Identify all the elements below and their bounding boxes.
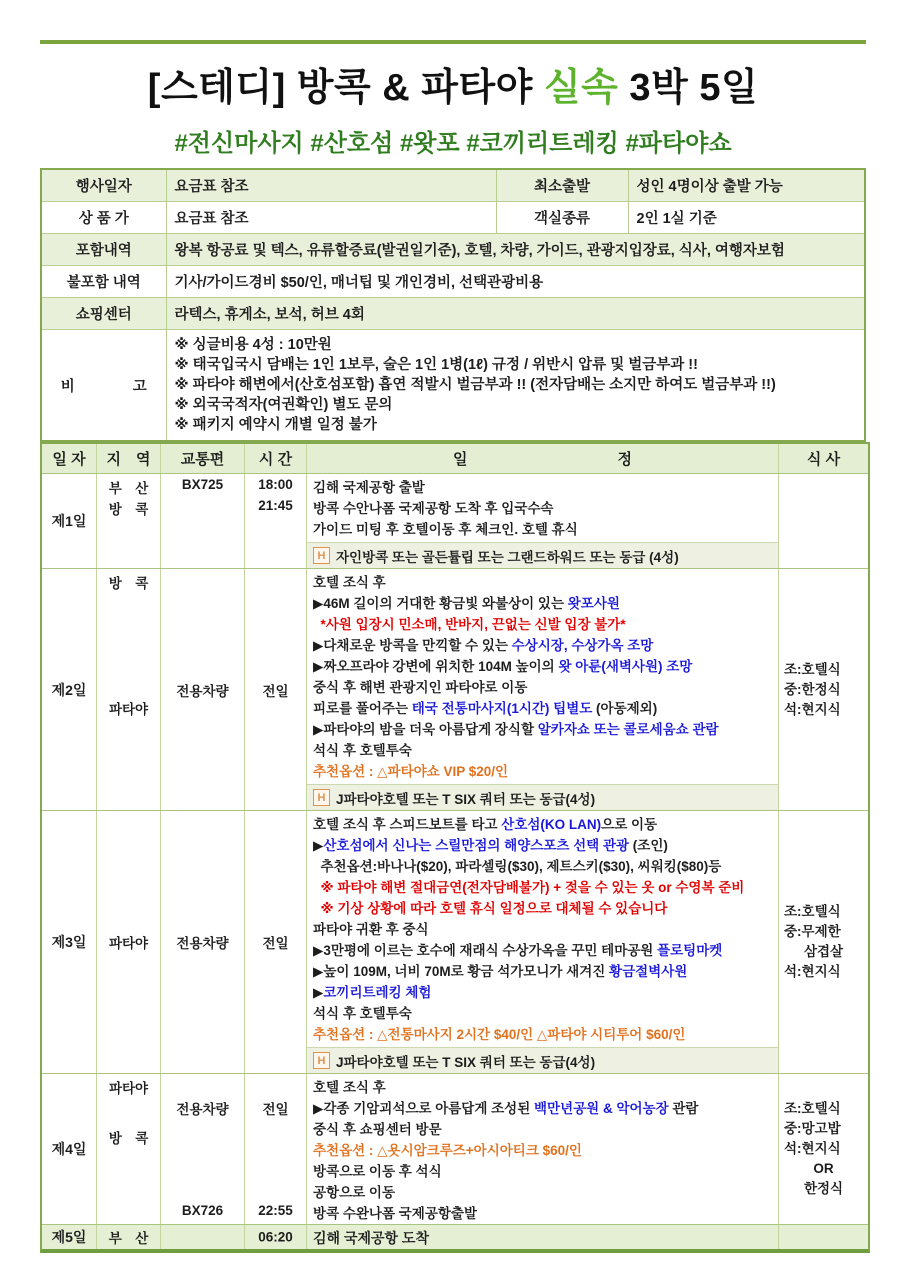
schedule-cell — [306, 1225, 778, 1249]
schedule-text: 호텔 조식 후 — [313, 1080, 386, 1095]
schedule-line — [307, 677, 778, 698]
hotel-name: 자인방콕 또는 골든튤립 또는 그랜드하워드 또는 동급 (4성) — [336, 549, 679, 565]
day-label-cell — [42, 811, 96, 1073]
time-cell — [244, 474, 306, 568]
schedule-text: 백만년공원 & 악어농장 — [534, 1101, 669, 1116]
schedule-cell — [306, 569, 778, 810]
time-label: 전일 — [262, 1102, 289, 1117]
schedule-text: ※ 파타야 해변 절대금연(전자담배불가) + 젖을 수 있는 옷 or 수영복 준비 — [313, 880, 745, 895]
schedule-text: ▶46M 길이의 거대한 황금빛 와불상이 있는 — [313, 596, 568, 611]
schedule-text: ▶각종 기암괴석으로 아름답게 조성된 — [313, 1101, 534, 1116]
header-schedule — [306, 444, 778, 473]
header-schedule-label: 일 — [453, 451, 468, 468]
schedule-text: 중식 후 쇼핑센터 방문 — [313, 1122, 442, 1137]
meal-cell — [778, 569, 868, 810]
schedule-text: 으로 이동 — [601, 817, 658, 832]
schedule-line — [307, 761, 778, 782]
time-cell — [244, 569, 306, 810]
day-label-cell — [42, 1225, 96, 1249]
hotel-icon: H — [313, 547, 330, 564]
header-time-label: 시 간 — [258, 451, 293, 468]
info-value-cell: 2인 1실 기준 — [628, 202, 865, 234]
time-label: 전일 — [262, 936, 289, 951]
remark-line: ※ 외국국적자(여권확인) 별도 문의 — [174, 397, 393, 413]
time-label: 21:45 — [258, 498, 293, 513]
day-label-cell — [42, 1074, 96, 1224]
transport-label: 전용차량 — [176, 683, 229, 699]
day-row — [42, 1224, 868, 1249]
time-cell — [244, 1074, 306, 1224]
schedule-line — [307, 519, 778, 540]
info-value-cell: 라텍스, 휴게소, 보석, 허브 4회 — [166, 298, 865, 330]
info-label-cell: 비 고 — [41, 330, 166, 442]
schedule-cell — [306, 474, 778, 568]
day-row — [42, 1073, 868, 1224]
meal-line: 중:한정식 — [784, 681, 841, 697]
region-label: 방 콕 — [108, 502, 149, 517]
schedule-text: 왓포사원 — [567, 596, 620, 611]
schedule-line — [307, 698, 778, 719]
schedule-line — [307, 635, 778, 656]
schedule-text: ▶다채로운 방콕을 만끽할 수 있는 — [313, 638, 512, 653]
info-row — [41, 298, 865, 330]
hotel-row — [307, 542, 778, 568]
day-label-cell — [42, 569, 96, 810]
schedule-text: 추천옵션 : △전통마사지 2시간 $40/인 △파타야 시티투어 $60/인 — [313, 1027, 686, 1042]
transport-cell — [160, 569, 244, 810]
schedule-line — [307, 719, 778, 740]
schedule-line — [307, 1203, 778, 1224]
info-label-cell: 쇼핑센터 — [41, 298, 166, 330]
meal-line: 한정식 — [803, 1181, 844, 1196]
remark-line: ※ 싱글비용 4성 : 10만원 — [174, 337, 332, 353]
schedule-line — [307, 498, 778, 519]
schedule-text: 방콕으로 이동 후 석식 — [313, 1164, 442, 1179]
hotel-name: J파타야호텔 또는 T SIX 쿼터 또는 동급(4성) — [336, 791, 596, 807]
region-label: 부 산 — [108, 1231, 149, 1246]
meal-line: 석:현지식 — [784, 701, 841, 717]
schedule-text: ▶ — [313, 985, 324, 1000]
region-label: 방 콕 — [108, 576, 149, 591]
schedule-text: 왓 아룬(새벽사원) 조망 — [558, 659, 693, 674]
region-label: 파타야 — [108, 936, 149, 951]
schedule-text: 중식 후 해변 관광지인 파타야로 이동 — [313, 680, 528, 695]
header-meal-label: 식 사 — [806, 451, 841, 468]
schedule-text: 산호섬(KO LAN) — [501, 817, 602, 832]
meal-cell — [778, 811, 868, 1073]
info-label-cell: 객실종류 — [496, 202, 628, 234]
region-label: 파타야 — [108, 1081, 149, 1096]
header-meal — [778, 444, 868, 473]
schedule-text: (아동제외) — [592, 701, 658, 716]
info-value-cell: 기사/가이드경비 $50/인, 매너팁 및 개인경비, 선택관광비용 — [166, 266, 865, 298]
schedule-text: 공항으로 이동 — [313, 1185, 395, 1200]
meal-line: 조:호텔식 — [784, 904, 841, 919]
title-block — [40, 40, 866, 168]
remarks-list — [175, 335, 857, 435]
schedule-text: 황금절벽사원 — [609, 964, 688, 979]
meal-line: 중:망고밥 — [784, 1121, 841, 1136]
schedule-text: 코끼리트레킹 체험 — [323, 985, 432, 1000]
schedule-text: 태국 전통마사지(1시간) 팁별도 — [411, 701, 593, 716]
schedule-text: 산호섬에서 신나는 스릴만점의 해양스포츠 선택 관광 — [323, 838, 630, 853]
header-schedule-label: 정 — [617, 451, 632, 468]
schedule-cell — [306, 1074, 778, 1224]
schedule-text: 김해 국제공항 출발 — [313, 480, 425, 495]
day-label: 제5일 — [51, 1229, 87, 1245]
hotel-row — [307, 784, 778, 810]
info-value-cell: 왕복 항공료 및 텍스, 유류할증료(발권일기준), 호텔, 차량, 가이드, 관광지입장료, 식사, 여행자보험 — [166, 234, 865, 266]
info-row — [41, 330, 865, 442]
schedule-line — [307, 1077, 778, 1098]
schedule-text: ※ 기상 상황에 따라 호텔 휴식 일정으로 대체될 수 있습니다 — [313, 901, 668, 916]
page-title — [40, 56, 866, 111]
time-label: 18:00 — [258, 477, 293, 492]
meal-cell — [778, 1074, 868, 1224]
schedule-text: ▶높이 109M, 너비 70M로 황금 석가모니가 새겨진 — [313, 964, 610, 979]
schedule-line — [307, 572, 778, 593]
day-row — [42, 810, 868, 1073]
region-cell — [96, 474, 160, 568]
time-label: 06:20 — [258, 1229, 293, 1245]
schedule-text: ▶ — [313, 838, 324, 853]
header-day — [42, 444, 96, 473]
time-label: 22:55 — [258, 1203, 293, 1218]
transport-label: 전용차량 — [176, 936, 229, 951]
schedule-text: 석식 후 호텔투숙 — [313, 743, 412, 758]
info-value-cell: 요금표 참조 — [166, 202, 496, 234]
transport-label: 전용차량 — [176, 1102, 229, 1117]
schedule-line — [307, 614, 778, 635]
info-value-cell: 요금표 참조 — [166, 169, 496, 202]
schedule-text: ▶짜오프라야 강변에 위치한 104M 높이의 — [313, 659, 559, 674]
transport-cell — [160, 1074, 244, 1224]
schedule-text: 파타야 귀환 후 중식 — [313, 922, 429, 937]
schedule-line — [307, 940, 778, 961]
schedule-text: 추천옵션:바나나($20), 파라셀링($30), 제트스키($30), 씨워킹($80)등 — [313, 859, 722, 874]
schedule-line — [307, 656, 778, 677]
schedule-text: 김해 국제공항 도착 — [313, 1230, 429, 1246]
info-row — [41, 266, 865, 298]
remark-line: ※ 태국입국시 담배는 1인 1보루, 술은 1인 1병(1ℓ) 규정 / 위반시 압류 및 벌금부과 !! — [174, 357, 698, 373]
schedule-text: 플로팅마켓 — [657, 943, 723, 958]
schedule-line — [307, 814, 778, 835]
transport-cell — [160, 811, 244, 1073]
schedule-line — [307, 877, 778, 898]
schedule-line — [307, 477, 778, 498]
meal-line: OR — [813, 1161, 834, 1176]
transport-label: BX726 — [181, 1203, 224, 1218]
meal-line: 석:현지식 — [784, 964, 841, 979]
schedule-text: ▶3만평에 이르는 호수에 재래식 수상가옥을 꾸민 테마공원 — [313, 943, 658, 958]
day-label: 제3일 — [51, 934, 87, 950]
schedule-text: 호텔 조식 후 — [313, 575, 386, 590]
schedule-text: 방콕 수안나폼 국제공항 도착 후 입국수속 — [313, 501, 554, 516]
schedule-line — [307, 898, 778, 919]
hashtags-line: #전신마사지 #산호섬 #왓포 #코끼리트레킹 #파타야쇼 — [174, 130, 732, 157]
header-transport — [160, 444, 244, 473]
info-value-cell: 성인 4명이상 출발 가능 — [628, 169, 865, 202]
info-label-cell: 불포함 내역 — [41, 266, 166, 298]
meal-cell — [778, 474, 868, 568]
meal-line: 삼겹살 — [803, 944, 844, 959]
time-cell — [244, 811, 306, 1073]
schedule-line — [307, 1182, 778, 1203]
info-label-cell: 최소출발 — [496, 169, 628, 202]
day-row — [42, 568, 868, 810]
region-cell — [96, 811, 160, 1073]
schedule-text: 호텔 조식 후 스피드보트를 타고 — [313, 817, 502, 832]
schedule-cell — [306, 811, 778, 1073]
day-label-cell — [42, 474, 96, 568]
transport-label: BX725 — [181, 477, 224, 492]
meal-cell — [778, 1225, 868, 1249]
title-part1: [스테디] 방콕 & 파타야 — [147, 67, 544, 109]
info-row — [41, 169, 865, 202]
schedule-line — [307, 835, 778, 856]
day-label: 제2일 — [51, 681, 87, 698]
title-part2: 3박 5일 — [618, 67, 759, 109]
schedule-line — [307, 919, 778, 940]
region-label: 파타야 — [108, 702, 149, 717]
transport-cell — [160, 474, 244, 568]
schedule-line — [307, 982, 778, 1003]
schedule-line — [307, 740, 778, 761]
region-cell — [96, 569, 160, 810]
schedule-line — [307, 593, 778, 614]
schedule-line — [307, 1098, 778, 1119]
info-row — [41, 234, 865, 266]
schedule-text: (조인) — [629, 838, 668, 853]
region-cell — [96, 1074, 160, 1224]
info-label-cell: 포함내역 — [41, 234, 166, 266]
header-region-label: 지 역 — [106, 451, 151, 468]
schedule-text: *사원 입장시 민소매, 반바지, 끈없는 신발 입장 불가* — [313, 617, 626, 632]
day-row — [42, 473, 868, 568]
header-transport-label: 교통편 — [180, 451, 225, 468]
schedule-line — [307, 961, 778, 982]
schedule-line — [307, 1228, 778, 1249]
schedule-text: 피로를 풀어주는 — [313, 701, 412, 716]
schedule-line — [307, 1003, 778, 1024]
info-label-cell: 행사일자 — [41, 169, 166, 202]
itinerary-table — [40, 442, 870, 1253]
meal-line: 석:현지식 — [784, 1141, 841, 1156]
hotel-row — [307, 1047, 778, 1073]
schedule-line — [307, 1140, 778, 1161]
schedule-line — [307, 856, 778, 877]
itinerary-header-row — [42, 444, 868, 473]
schedule-text: 알카자쇼 또는 콜로세움쇼 관람 — [537, 722, 719, 737]
time-label: 전일 — [262, 683, 289, 699]
day-label: 제4일 — [51, 1141, 87, 1157]
header-day-label: 일 자 — [52, 451, 86, 468]
transport-cell — [160, 1225, 244, 1249]
meal-line: 조:호텔식 — [784, 661, 841, 677]
info-label-cell: 상 품 가 — [41, 202, 166, 234]
schedule-text: 석식 후 호텔투숙 — [313, 1006, 412, 1021]
region-cell — [96, 1225, 160, 1249]
remark-line: ※ 패키지 예약시 개별 일정 불가 — [174, 417, 377, 433]
region-label: 방 콕 — [108, 1131, 149, 1147]
schedule-text: 추천옵션 : △욧시암크루즈+아시아티크 $60/인 — [313, 1143, 582, 1158]
header-region — [96, 444, 160, 473]
document-content — [40, 40, 866, 1253]
schedule-text: 가이드 미팅 후 호텔이동 후 체크인. 호텔 휴식 — [313, 522, 578, 537]
schedule-text: ▶파타야의 밤을 더욱 아름답게 장식할 — [313, 722, 538, 737]
meal-line: 조:호텔식 — [784, 1101, 841, 1116]
info-table — [40, 168, 866, 442]
schedule-line — [307, 1024, 778, 1045]
hotel-icon: H — [313, 789, 330, 806]
meal-line: 중:무제한 — [784, 924, 841, 939]
title-highlight: 실속 — [543, 67, 619, 109]
region-label: 부 산 — [108, 481, 149, 496]
schedule-text: 추천옵션 : △파타야쇼 VIP $20/인 — [313, 764, 509, 779]
info-row — [41, 202, 865, 234]
remarks-cell — [166, 330, 865, 442]
remark-line: ※ 파타야 해변에서(산호섬포함) 흡연 적발시 벌금부과 !! (전자담배는 소지만 하여도 벌금부과 !!) — [174, 377, 776, 393]
schedule-text: 수상시장, 수상가옥 조망 — [511, 638, 654, 653]
schedule-text: 관람 — [668, 1101, 699, 1116]
day-label: 제1일 — [51, 513, 87, 529]
schedule-text: 방콕 수완나폼 국제공항출발 — [313, 1206, 477, 1221]
schedule-line — [307, 1161, 778, 1182]
header-time — [244, 444, 306, 473]
time-cell — [244, 1225, 306, 1249]
hotel-name: J파타야호텔 또는 T SIX 쿼터 또는 동급(4성) — [336, 1054, 596, 1070]
hotel-icon: H — [313, 1052, 330, 1069]
schedule-line — [307, 1119, 778, 1140]
